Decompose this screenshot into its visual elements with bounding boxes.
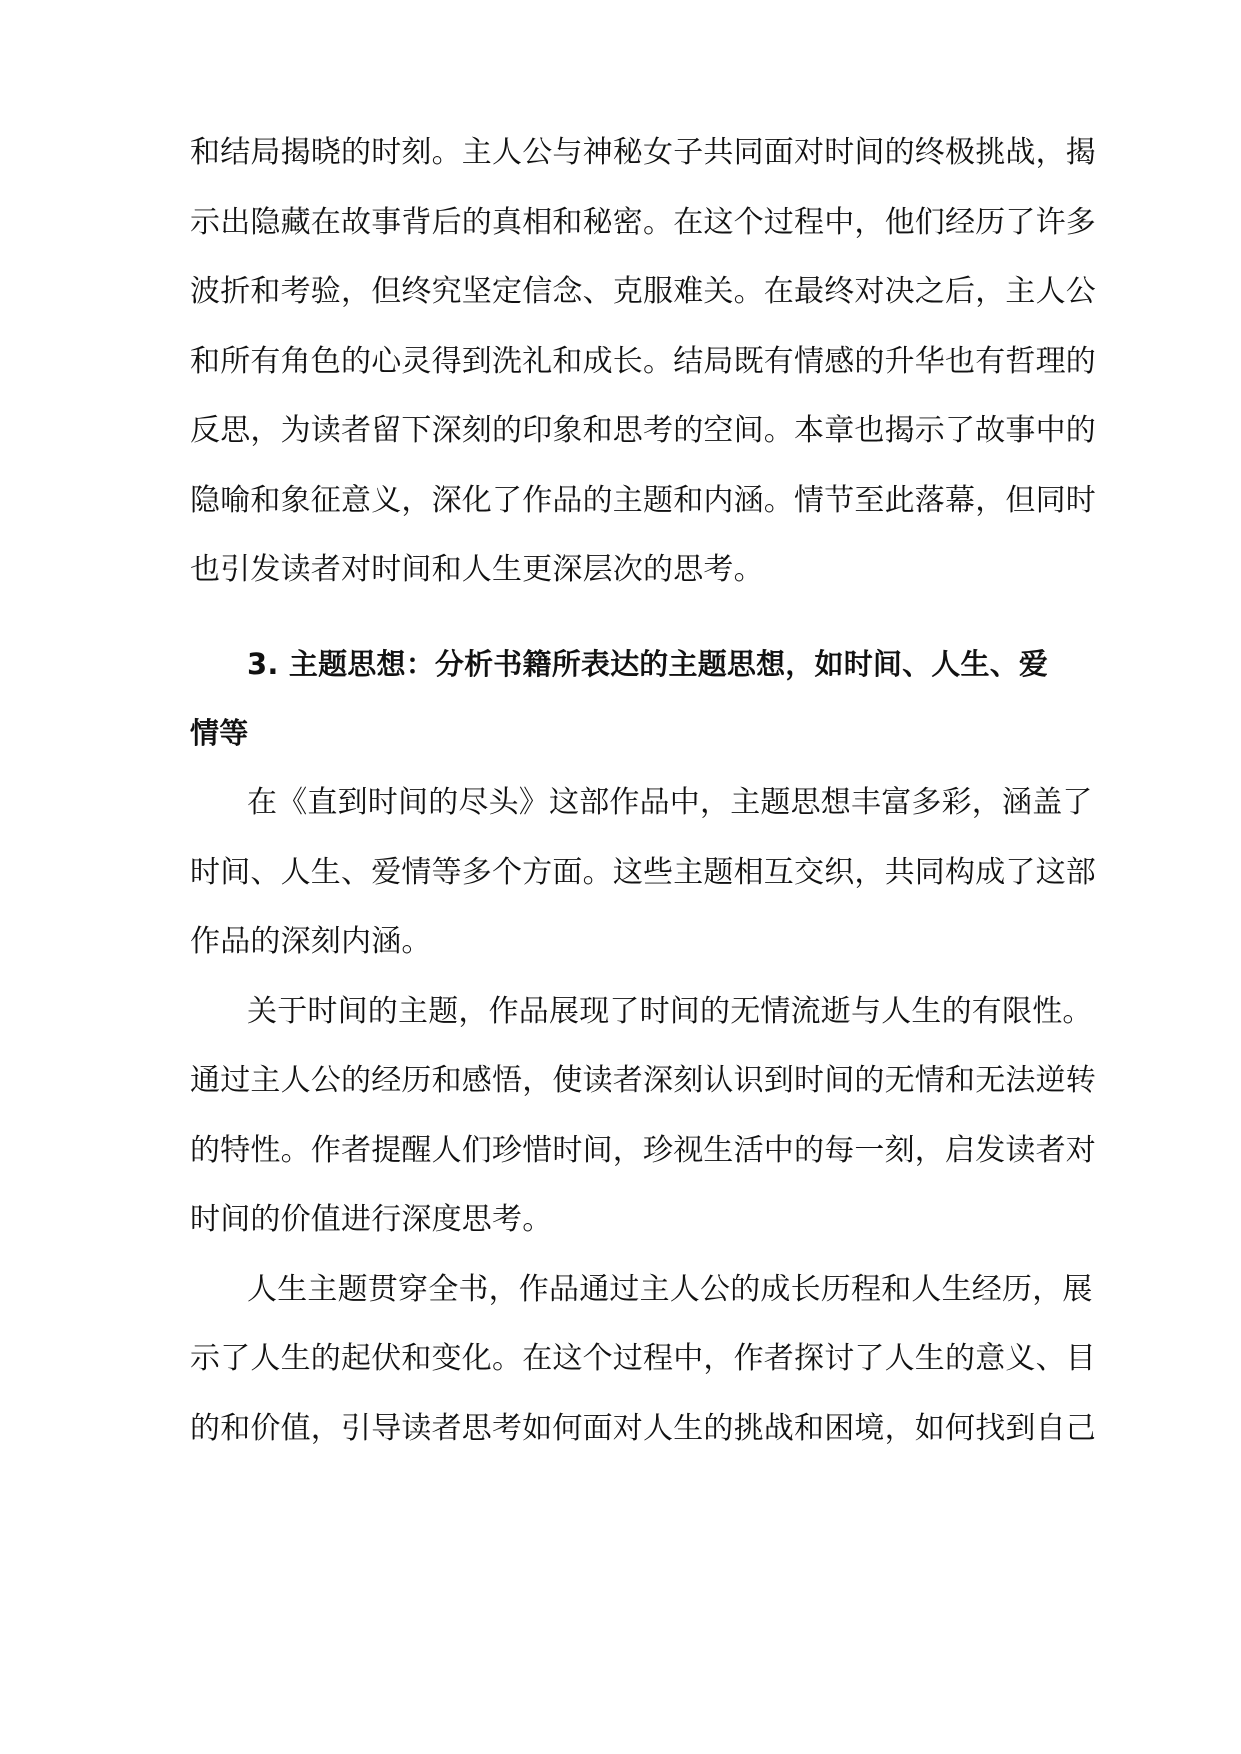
text-line: 的特性。作者提醒人们珍惜时间，珍视生活中的每一刻，启发读者对 [190, 1133, 1096, 1168]
text-line: 反思，为读者留下深刻的印象和思考的空间。本章也揭示了故事中的 [190, 413, 1096, 448]
text-line: 示了人生的起伏和变化。在这个过程中，作者探讨了人生的意义、目 [190, 1341, 1096, 1376]
text-line: 的和价值，引导读者思考如何面对人生的挑战和困境，如何找到自己 [190, 1411, 1096, 1446]
text-line: 波折和考验，但终究坚定信念、克服难关。在最终对决之后，主人公 [190, 274, 1096, 309]
text-line: 时间的价值进行深度思考。 [190, 1202, 553, 1237]
text-line: 时间、人生、爱情等多个方面。这些主题相互交织，共同构成了这部 [190, 855, 1096, 890]
text-line: 和结局揭晓的时刻。主人公与神秘女子共同面对时间的终极挑战，揭 [190, 135, 1096, 170]
text-line: 通过主人公的经历和感悟，使读者深刻认识到时间的无情和无法逆转 [190, 1063, 1096, 1098]
text-line: 和所有角色的心灵得到洗礼和成长。结局既有情感的升华也有哲理的 [190, 344, 1096, 379]
text-line: 关于时间的主题，作品展现了时间的无情流逝与人生的有限性。 [247, 994, 1093, 1029]
text-line: 示出隐藏在故事背后的真相和秘密。在这个过程中，他们经历了许多 [190, 205, 1096, 240]
heading-line: 情等 [190, 716, 249, 750]
heading-line: 3. 主题思想：分析书籍所表达的主题思想，如时间、人生、爱 [247, 647, 1049, 681]
text-line: 隐喻和象征意义，深化了作品的主题和内涵。情节至此落幕，但同时 [190, 483, 1096, 518]
text-line: 作品的深刻内涵。 [190, 924, 432, 959]
text-line: 人生主题贯穿全书，作品通过主人公的成长历程和人生经历，展 [247, 1272, 1093, 1307]
text-line: 也引发读者对时间和人生更深层次的思考。 [190, 552, 764, 587]
text-line: 在《直到时间的尽头》这部作品中，主题思想丰富多彩，涵盖了 [247, 785, 1093, 820]
